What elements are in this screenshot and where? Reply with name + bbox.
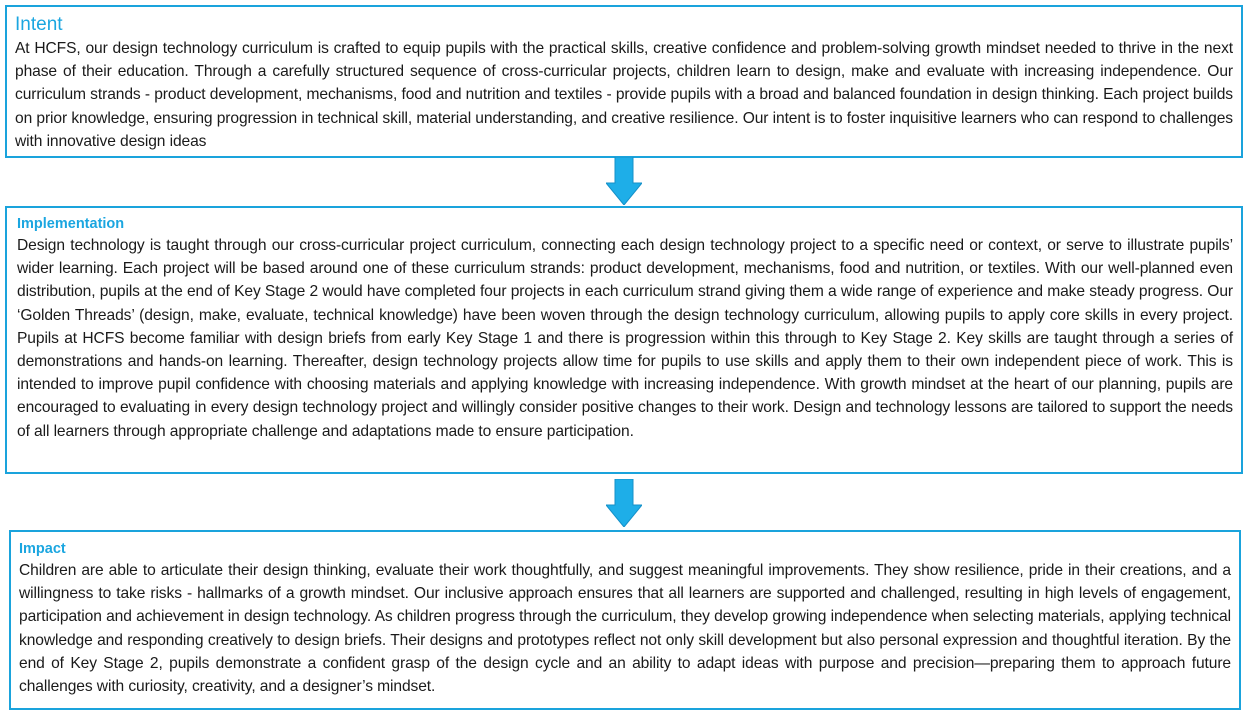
- intent-body: At HCFS, our design technology curriculum is crafted to equip pupils with the practical skills, creative confidence and problem-solving growth mindset needed to thrive in the next phase of their education. Through a carefully structured sequence of cross-curricular projects, children learn to design, make and evaluate with increasing independence. Our curriculum strands - product development, mechanisms, food and nutrition and textiles - provide pupils with a broad and balanced foundation in design thinking. Each project builds on prior knowledge, ensuring progression in technical skill, material understanding, and creative resilience. Our intent is to foster inquisitive learners who can respond to challenges with innovative design ideas: [15, 40, 1233, 150]
- implementation-title: Implementation: [17, 216, 125, 232]
- impact-panel: [9, 530, 1241, 710]
- down-arrow-icon: [606, 479, 642, 527]
- intent-panel: [5, 5, 1243, 158]
- down-arrow-icon: [606, 157, 642, 205]
- impact-body: Children are able to articulate their design thinking, evaluate their work thoughtfully, and suggest meaningful improvements. They show resilience, pride in their creations, and a willingness to take risks - hallmarks of a growth mindset. Our inclusive approach ensures that all learners are supported and challenged, resulting in high levels of engagement, participation and achievement in design technology. As children progress through the curriculum, they develop growing independence when selecting materials, applying technical knowledge and responding creatively to design briefs. Their designs and prototypes reflect not only skill development but also personal expression and thoughtful iteration. By the end of Key Stage 2, pupils demonstrate a confident grasp of the design cycle and an ability to adapt ideas with purpose and precision—preparing them to approach future challenges with curiosity, creativity, and a designer’s mindset.: [19, 562, 1231, 696]
- intent-title: Intent: [15, 14, 63, 35]
- implementation-panel: [5, 206, 1243, 474]
- impact-title: Impact: [19, 541, 66, 557]
- implementation-body: Design technology is taught through our cross-curricular project curriculum, connecting each design technology project to a specific need or context, or serve to illustrate pupils’ wider learning. Each project will be based around one of these curriculum strands: product development, mechanisms, food and nutrition, or textiles. With our well-planned even distribution, pupils at the end of Key Stage 2 would have completed four projects in each curriculum strand giving them a wide range of experience and make steady progress. Our ‘Golden Threads’ (design, make, evaluate, technical knowledge) have been woven through the design technology curriculum, allowing pupils to apply core skills in every project. Pupils at HCFS become familiar with design briefs from early Key Stage 1 and there is progression within this through to Key Stage 2. Key skills are taught through a series of demonstrations and hands-on learning. Thereafter, design technology projects allow time for pupils to use skills and apply them to their own independent piece of work. This is intended to improve pupil confidence with choosing materials and applying knowledge with increasing independence. With growth mindset at the heart of our planning, pupils are encouraged to evaluating in every design technology project and willingly consider positive changes to their work. Design and technology lessons are tailored to support the needs of all learners through appropriate challenge and adaptations made to ensure participation.: [17, 237, 1233, 440]
